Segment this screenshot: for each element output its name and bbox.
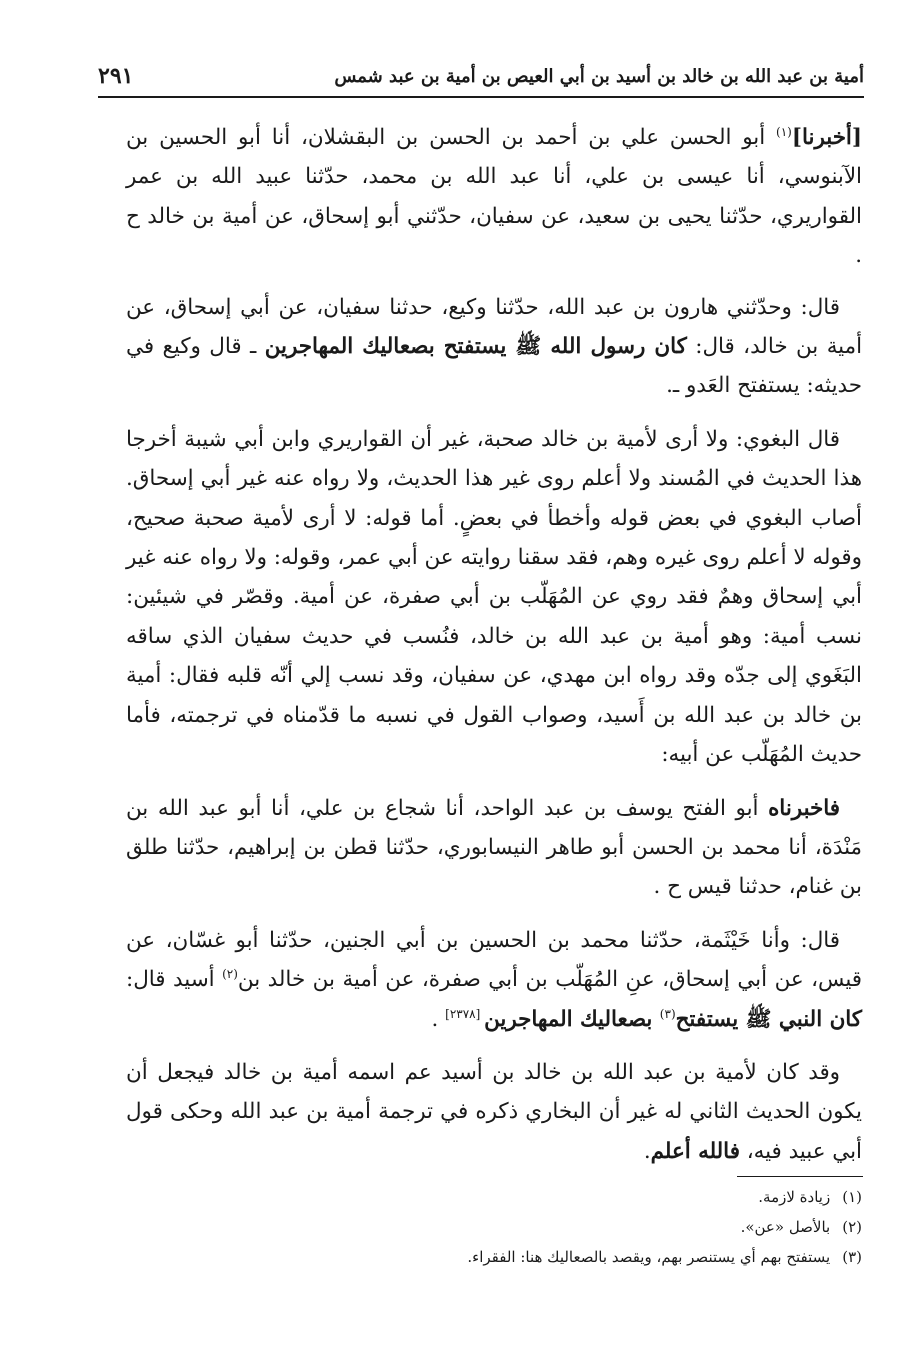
paragraph-5 — [126, 921, 862, 1039]
lead-word: فاخبرناه — [768, 795, 840, 821]
closing-phrase: فالله أعلم — [650, 1138, 740, 1164]
paragraph-text: قال: وأنا خَيْثَمة، حدّثنا محمد بن الحسين بن أبي الجنين، حدّثنا أبو غسّان، عن قيس، عن أبي إسحاق، عنِ المُهَلّب بن أبي صفرة، عن أمية بن خالد بن — [126, 927, 862, 993]
hadith-text: كان رسول الله ﷺ يستفتح بصعاليك المهاجرين — [264, 334, 687, 360]
footnote-divider — [737, 1176, 863, 1177]
lead-word: [أخبرنا] — [791, 125, 862, 150]
paragraph-text: أبو الحسن علي بن أحمد بن الحسن بن البقشلان، أنا أبو الحسين بن الآبنوسي، أنا عيسى بن علي، أنا عبد الله بن محمد، حدّثنا عبيد الله بن عمر القواريري، حدّثنا يحيى بن سعيد، عن سفيان، حدّثني أبو إسحاق، عن أمية بن خالد ح . — [126, 125, 862, 269]
footnote-text: بالأصل «عن». — [740, 1218, 831, 1236]
paragraph-3 — [126, 420, 862, 775]
hadith-text: كان النبي ﷺ يستفتح — [675, 1006, 862, 1032]
hadith-number: [٢٣٧٨] — [445, 1006, 485, 1021]
footnote-number: (١) — [842, 1188, 862, 1206]
footnote-ref-1: (١) — [776, 124, 792, 139]
paragraph-2 — [126, 288, 862, 406]
paragraph-text: قال البغوي: ولا أرى لأمية بن خالد صحبة، غير أن القواريري وابن أبي شيبة أخرجا هذا الحديث في المُسند ولا أعلم روى غير هذا الحديث، ولا رواه عنه غير أبي إسحاق. أصاب البغوي في بعض قوله وأخطأ في بعضٍ. أما قوله: لا أرى لأمية صحبة صحيح، وقوله لا أعلم روى غيره وهم، فقد سقنا روايته عن أبي عمر، وقوله: ولا رواه عنه غير أبي إسحاق وهمٌ فقد روي عن المُهَلّب بن أبي صفرة، عن أمية. وقصّر في شيئين: نسب أمية: وهو أمية بن عبد الله بن خالد، فنُسب في حديث سفيان الذي ساقه البَغَوي إلى جدّه وقد رواه ابن مهدي، عن سفيان، وقد نسب إلي أنّه قلبه فقال: أمية بن خالد بن عبد الله بن أَسيد، وصواب القول في نسبه ما قدّمناه في ترجمته، فأما حديث المُهَلّب عن أبيه: — [126, 426, 862, 768]
footnote-ref-3: (٣) — [659, 1006, 676, 1021]
footnotes — [160, 1182, 862, 1272]
paragraph-1 — [126, 118, 862, 276]
main-text — [126, 118, 862, 1185]
paragraph-text: قال: وحدّثني هارون بن عبد الله، حدّثنا وكيع، حدثنا سفيان، عن أبي إسحاق، عن أمية بن خالد، قال: — [126, 294, 863, 360]
page-header — [98, 56, 864, 98]
footnote-number: (٣) — [842, 1248, 862, 1266]
footnote-text: يستفتح بهم أي يستنصر بهم، ويقصد بالصعاليك هنا: الفقراء. — [467, 1248, 831, 1266]
paragraph-end: . — [643, 1138, 651, 1164]
hadith-text: بصعاليك المهاجرين — [484, 1006, 660, 1032]
paragraph-end: . — [431, 1006, 446, 1032]
paragraph-4 — [126, 789, 862, 907]
paragraph-6 — [126, 1053, 862, 1171]
footnote-ref-2: (٢) — [222, 967, 238, 981]
page-number: ٢٩١ — [98, 63, 134, 89]
running-head: أمية بن عبد الله بن خالد بن أسيد بن أبي العيص بن أمية بن عبد شمس — [334, 65, 864, 87]
paragraph-text: ـ قال وكيع في حديثه: يستفتح العَدو ـ. — [126, 334, 862, 399]
paragraph-text: أسيد قال: — [126, 967, 223, 993]
footnote-number: (٢) — [842, 1218, 862, 1236]
paragraph-text: وقد كان لأمية بن عبد الله بن خالد بن أسيد عم اسمه أمية بن خالد فيجعل أن يكون الحديث الثاني له غير أن البخاري ذكره في ترجمة أمية بن عبد الله وحكى قول أبي عبيد فيه، — [126, 1059, 862, 1164]
footnote-2 — [160, 1212, 862, 1242]
footnote-1 — [160, 1182, 862, 1212]
footnote-3 — [160, 1242, 862, 1272]
footnote-text: زيادة لازمة. — [758, 1188, 831, 1206]
paragraph-text: أبو الفتح يوسف بن عبد الواحد، أنا شجاع بن علي، أنا أبو عبد الله بن مَنْدَة، أنا محمد بن الحسن أبو طاهر النيسابوري، حدّثنا قطن بن إبراهيم، حدّثنا طلق بن غنام، حدثنا قيس ح . — [126, 795, 862, 900]
